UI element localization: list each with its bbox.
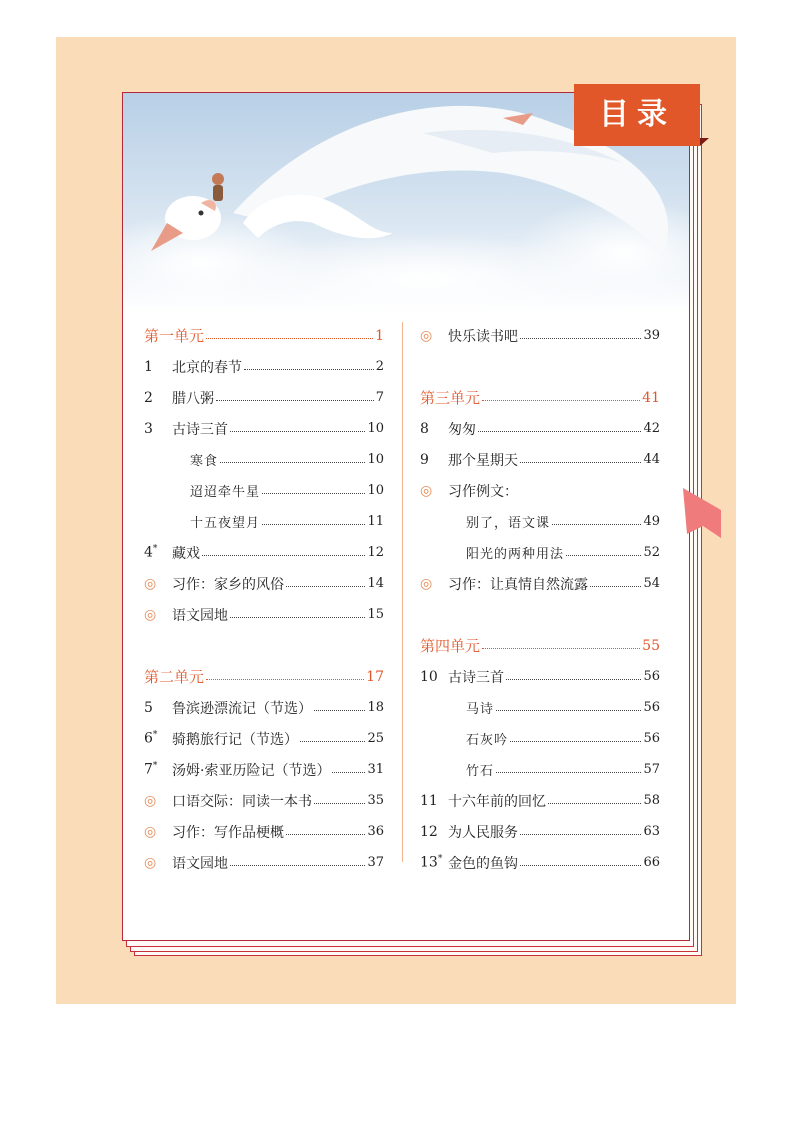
lesson-number: 8 (420, 420, 429, 437)
entry-title: 十五夜望月 (190, 516, 261, 531)
entry-title: 语文园地 (172, 607, 228, 624)
dot-leader (478, 423, 641, 432)
toc-entry-row[interactable] (144, 723, 384, 754)
unit-title: 第二单元 (144, 668, 205, 686)
entry-title: 为人民服务 (448, 824, 518, 841)
page-number: 58 (643, 793, 660, 808)
page-number: 57 (643, 762, 660, 777)
page-number: 63 (643, 824, 660, 839)
page-number: 41 (642, 389, 660, 406)
page-number: 42 (643, 421, 660, 436)
entry-title: 别了，语文课 (466, 516, 551, 531)
toc-unit-row[interactable] (420, 630, 660, 661)
dot-leader (548, 795, 641, 804)
entry-title: 竹石 (466, 764, 495, 779)
toc-entry-row[interactable] (420, 816, 660, 847)
circle-marker-icon: ◎ (420, 482, 433, 499)
entry-title: 骑鹅旅行记（节选） (172, 731, 298, 748)
dot-leader (314, 702, 365, 711)
circle-marker-icon: ◎ (144, 792, 157, 809)
toc-entry-row[interactable] (144, 568, 384, 599)
toc-entry-row[interactable] (420, 785, 660, 816)
entry-title: 寒食 (190, 454, 219, 469)
page-number: 37 (367, 855, 384, 870)
page-number: 7 (375, 390, 384, 405)
dot-leader (482, 640, 640, 649)
lesson-number: 7* (144, 761, 158, 778)
lesson-number: 6* (144, 730, 158, 747)
page-number: 36 (367, 824, 384, 839)
dot-leader (206, 671, 364, 680)
dot-leader (506, 671, 641, 680)
toc-entry-row[interactable] (144, 506, 384, 537)
page-number: 10 (367, 421, 384, 436)
toc-entry-row[interactable] (420, 320, 660, 351)
star-mark: * (152, 761, 158, 772)
page-number: 14 (367, 576, 384, 591)
page-number: 54 (643, 576, 660, 591)
entry-title: 金色的鱼钩 (448, 855, 518, 872)
toc-entry-row[interactable] (420, 537, 660, 568)
toc-entry-row[interactable] (420, 692, 660, 723)
entry-title: 汤姆·索亚历险记（节选） (172, 762, 331, 779)
page-number: 39 (643, 328, 660, 343)
dot-leader (244, 361, 374, 370)
circle-marker-icon: ◎ (420, 327, 433, 344)
page-number: 49 (643, 514, 660, 529)
dot-leader (206, 330, 373, 339)
dot-leader (314, 795, 365, 804)
page-number: 66 (643, 855, 660, 870)
dot-leader (496, 702, 641, 711)
toc-entry-row[interactable] (144, 754, 384, 785)
toc-title: 目录 (599, 97, 675, 132)
page-number: 25 (367, 731, 384, 746)
page-number: 18 (367, 700, 384, 715)
star-mark: * (437, 854, 443, 865)
entry-title: 古诗三首 (448, 669, 504, 686)
toc-entry-row[interactable] (420, 661, 660, 692)
toc-entry-row[interactable] (144, 382, 384, 413)
dot-leader (590, 578, 641, 587)
lesson-number: 13* (420, 854, 443, 871)
dot-leader (230, 423, 365, 432)
toc-entry-row[interactable] (144, 351, 384, 382)
header-fold (700, 138, 709, 146)
entry-title: 鲁滨逊漂流记（节选） (172, 700, 312, 717)
circle-marker-icon: ◎ (144, 575, 157, 592)
toc-spacer (144, 630, 384, 661)
entry-title: 快乐读书吧 (448, 328, 518, 345)
circle-marker-icon: ◎ (144, 854, 157, 871)
unit-title: 第三单元 (420, 389, 481, 407)
dot-leader (230, 857, 365, 866)
page-number: 11 (367, 514, 384, 529)
dot-leader (520, 857, 641, 866)
toc-entry-row[interactable] (144, 413, 384, 444)
toc-header (574, 84, 700, 146)
entry-title: 迢迢牵牛星 (190, 485, 261, 500)
toc-entry-row[interactable] (144, 692, 384, 723)
page-number: 44 (643, 452, 660, 467)
star-mark: * (152, 730, 158, 741)
toc-entry-row[interactable] (420, 413, 660, 444)
unit-title: 第四单元 (420, 637, 481, 655)
dot-leader (566, 547, 641, 556)
dot-leader (262, 485, 365, 494)
dot-leader (286, 826, 365, 835)
dot-leader (262, 516, 365, 525)
entry-title: 马诗 (466, 702, 495, 717)
toc-spacer (420, 351, 660, 382)
page-number: 52 (643, 545, 660, 560)
toc-right-column (420, 320, 660, 878)
page-number: 10 (367, 483, 384, 498)
page-number: 55 (642, 637, 660, 654)
dot-leader (332, 764, 365, 773)
page-number: 15 (367, 607, 384, 622)
entry-title: 石灰吟 (466, 733, 509, 748)
toc-entry-row[interactable] (144, 785, 384, 816)
toc-entry-row[interactable] (144, 816, 384, 847)
toc-entry-row[interactable] (420, 444, 660, 475)
dot-leader (202, 547, 365, 556)
entry-title: 藏戏 (172, 545, 200, 562)
page-number: 17 (366, 668, 384, 685)
page-number: 1 (375, 327, 384, 344)
lesson-number: 1 (144, 358, 153, 375)
entry-title: 习作：让真情自然流露 (448, 576, 588, 593)
toc-unit-row[interactable] (144, 661, 384, 692)
page-number: 56 (643, 700, 660, 715)
page-number: 56 (643, 731, 660, 746)
entry-title: 那个星期天 (448, 452, 518, 469)
dot-leader (552, 516, 641, 525)
dot-leader (300, 733, 365, 742)
lesson-number: 5 (144, 699, 153, 716)
toc-entry-row[interactable] (420, 475, 660, 506)
dot-leader (510, 733, 641, 742)
entry-title: 口语交际：同读一本书 (172, 793, 312, 810)
dot-leader (216, 392, 374, 401)
entry-title: 语文园地 (172, 855, 228, 872)
toc-left-column (144, 320, 384, 878)
toc-unit-row[interactable] (420, 382, 660, 413)
toc-unit-row[interactable] (144, 320, 384, 351)
dot-leader (230, 609, 365, 618)
circle-marker-icon: ◎ (420, 575, 433, 592)
entry-title: 习作例文： (448, 483, 518, 500)
lesson-number: 3 (144, 420, 153, 437)
toc-entry-row[interactable] (144, 475, 384, 506)
toc-entry-row[interactable] (144, 599, 384, 630)
entry-title: 习作：家乡的风俗 (172, 576, 284, 593)
dot-leader (520, 826, 641, 835)
toc-entry-row[interactable] (420, 506, 660, 537)
page-number: 56 (643, 669, 660, 684)
lesson-number: 2 (144, 389, 153, 406)
lesson-number: 10 (420, 668, 438, 685)
lesson-number: 11 (420, 792, 438, 809)
dot-leader (220, 454, 365, 463)
circle-marker-icon: ◎ (144, 823, 157, 840)
toc-entry-row[interactable] (144, 847, 384, 878)
toc-entry-row[interactable] (144, 537, 384, 568)
page-number: 31 (367, 762, 384, 777)
unit-title: 第一单元 (144, 327, 205, 345)
toc-entry-row[interactable] (144, 444, 384, 475)
lesson-number: 4* (144, 544, 158, 561)
entry-title: 习作：写作品梗概 (172, 824, 284, 841)
bookmark-ribbon (683, 488, 723, 544)
toc-entry-row[interactable] (420, 723, 660, 754)
page-number: 2 (375, 359, 384, 374)
dot-leader (286, 578, 365, 587)
dot-leader (520, 454, 641, 463)
dot-leader (482, 392, 640, 401)
lesson-number: 9 (420, 451, 429, 468)
toc-entry-row[interactable] (420, 754, 660, 785)
dot-leader (520, 330, 641, 339)
toc-entry-row[interactable] (420, 847, 660, 878)
page-number: 35 (367, 793, 384, 808)
entry-title: 古诗三首 (172, 421, 228, 438)
entry-title: 阳光的两种用法 (466, 547, 565, 562)
entry-title: 北京的春节 (172, 359, 242, 376)
lesson-number: 12 (420, 823, 438, 840)
page-number: 10 (367, 452, 384, 467)
column-divider (402, 322, 403, 862)
toc-entry-row[interactable] (420, 568, 660, 599)
entry-title: 腊八粥 (172, 390, 214, 407)
circle-marker-icon: ◎ (144, 606, 157, 623)
entry-title: 十六年前的回忆 (448, 793, 546, 810)
entry-title: 匆匆 (448, 421, 476, 438)
page-number: 12 (367, 545, 384, 560)
toc-spacer (420, 599, 660, 630)
star-mark: * (152, 544, 158, 555)
dot-leader (496, 764, 641, 773)
